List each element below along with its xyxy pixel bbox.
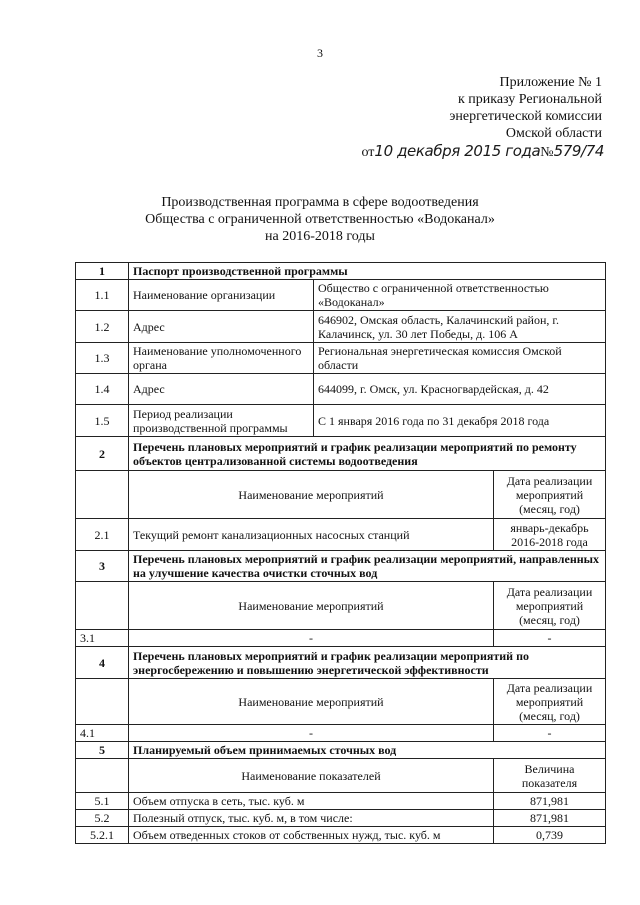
- table-row: [76, 725, 606, 742]
- empty-cell: [76, 471, 129, 519]
- table-row: [76, 793, 606, 810]
- section-header-row: [76, 742, 606, 759]
- section-title: Паспорт производственной программы: [129, 263, 606, 280]
- row-name: Полезный отпуск, тыс. куб. м, в том числе:: [129, 810, 494, 827]
- row-label: Адрес: [129, 311, 314, 343]
- row-name: Текущий ремонт канализационных насосных станций: [129, 519, 494, 551]
- section-header-row: [76, 263, 606, 280]
- table-row: [76, 519, 606, 551]
- empty-cell: [76, 759, 129, 793]
- section-title: Перечень плановых мероприятий и график реализации мероприятий по энергосбережению и повышению энергетической эффективности: [129, 647, 606, 679]
- column-header: Величина показателя: [494, 759, 606, 793]
- row-number: 2.1: [76, 519, 129, 551]
- section-header-row: [76, 437, 606, 471]
- handwritten-date: 10 декабря 2015 года: [374, 142, 541, 160]
- title-line: Общества с ограниченной ответственностью «Водоканал»: [145, 212, 495, 227]
- row-number: 1.4: [76, 374, 129, 405]
- section-header-row: [76, 551, 606, 582]
- column-header: Наименование мероприятий: [129, 679, 494, 725]
- title-line: Производственная программа в сфере водоотведения: [161, 195, 479, 210]
- handwritten-number: 579/74: [553, 142, 604, 160]
- column-header: Наименование мероприятий: [129, 582, 494, 630]
- appendix-line: Приложение № 1: [499, 75, 602, 90]
- row-label: Наименование организации: [129, 280, 314, 311]
- table-row: [76, 374, 606, 405]
- section-title: Перечень плановых мероприятий и график реализации мероприятий, направленных на улучшение качества очистки сточных вод: [129, 551, 606, 582]
- row-number: 5.1: [76, 793, 129, 810]
- page-number: 3: [317, 46, 323, 60]
- row-number: 1.1: [76, 280, 129, 311]
- row-date: январь-декабрь 2016-2018 года: [494, 519, 606, 551]
- column-header-row: [76, 759, 606, 793]
- row-number: 5.2.1: [76, 827, 129, 844]
- row-date: -: [494, 725, 606, 742]
- row-label: Период реализации производственной программы: [129, 405, 314, 437]
- number-prefix: №: [540, 145, 554, 160]
- row-number: 3.1: [76, 630, 129, 647]
- row-name: -: [129, 725, 494, 742]
- row-value: 644099, г. Омск, ул. Красногвардейская, д. 42: [314, 374, 606, 405]
- section-number: 2: [76, 437, 129, 471]
- section-number: 1: [76, 263, 129, 280]
- row-value: Региональная энергетическая комиссия Омской области: [314, 343, 606, 374]
- column-header: Дата реализации мероприятий (месяц, год): [494, 471, 606, 519]
- column-header: Наименование показателей: [129, 759, 494, 793]
- order-date-line: [361, 142, 604, 161]
- section-header-row: [76, 647, 606, 679]
- column-header-row: [76, 679, 606, 725]
- table-row: [76, 630, 606, 647]
- row-date: -: [494, 630, 606, 647]
- row-label: Наименование уполномоченного органа: [129, 343, 314, 374]
- table-row: [76, 810, 606, 827]
- table-row: [76, 405, 606, 437]
- row-name: -: [129, 630, 494, 647]
- appendix-line: энергетической комиссии: [449, 109, 602, 124]
- section-number: 3: [76, 551, 129, 582]
- row-value: 871,981: [494, 810, 606, 827]
- document-title: [0, 194, 640, 245]
- section-number: 5: [76, 742, 129, 759]
- row-value: 646902, Омская область, Калачинский район, г. Калачинск, ул. 30 лет Победы, д. 106 А: [314, 311, 606, 343]
- section-title: Планируемый объем принимаемых сточных вод: [129, 742, 606, 759]
- table-row: [76, 827, 606, 844]
- row-value: С 1 января 2016 года по 31 декабря 2018 года: [314, 405, 606, 437]
- table-row: [76, 343, 606, 374]
- table-row: [76, 280, 606, 311]
- row-number: 4.1: [76, 725, 129, 742]
- date-prefix: от: [361, 145, 375, 160]
- column-header-row: [76, 471, 606, 519]
- row-number: 1.2: [76, 311, 129, 343]
- row-number: 1.3: [76, 343, 129, 374]
- row-name: Объем отпуска в сеть, тыс. куб. м: [129, 793, 494, 810]
- column-header: Наименование мероприятий: [129, 471, 494, 519]
- column-header-row: [76, 582, 606, 630]
- appendix-line: к приказу Региональной: [457, 92, 602, 107]
- appendix-block: [449, 74, 602, 142]
- column-header: Дата реализации мероприятий (месяц, год): [494, 582, 606, 630]
- appendix-line: Омской области: [505, 126, 602, 141]
- title-line: на 2016-2018 годы: [265, 229, 375, 244]
- section-title: Перечень плановых мероприятий и график реализации мероприятий по ремонту объектов централизованной системы водоотведения: [129, 437, 606, 471]
- column-header: Дата реализации мероприятий (месяц, год): [494, 679, 606, 725]
- row-value: Общество с ограниченной ответственностью «Водоканал»: [314, 280, 606, 311]
- row-number: 5.2: [76, 810, 129, 827]
- row-value: 0,739: [494, 827, 606, 844]
- row-number: 1.5: [76, 405, 129, 437]
- row-value: 871,981: [494, 793, 606, 810]
- table-row: [76, 311, 606, 343]
- row-label: Адрес: [129, 374, 314, 405]
- empty-cell: [76, 582, 129, 630]
- section-number: 4: [76, 647, 129, 679]
- row-name: Объем отведенных стоков от собственных нужд, тыс. куб. м: [129, 827, 494, 844]
- program-table: [75, 262, 606, 844]
- empty-cell: [76, 679, 129, 725]
